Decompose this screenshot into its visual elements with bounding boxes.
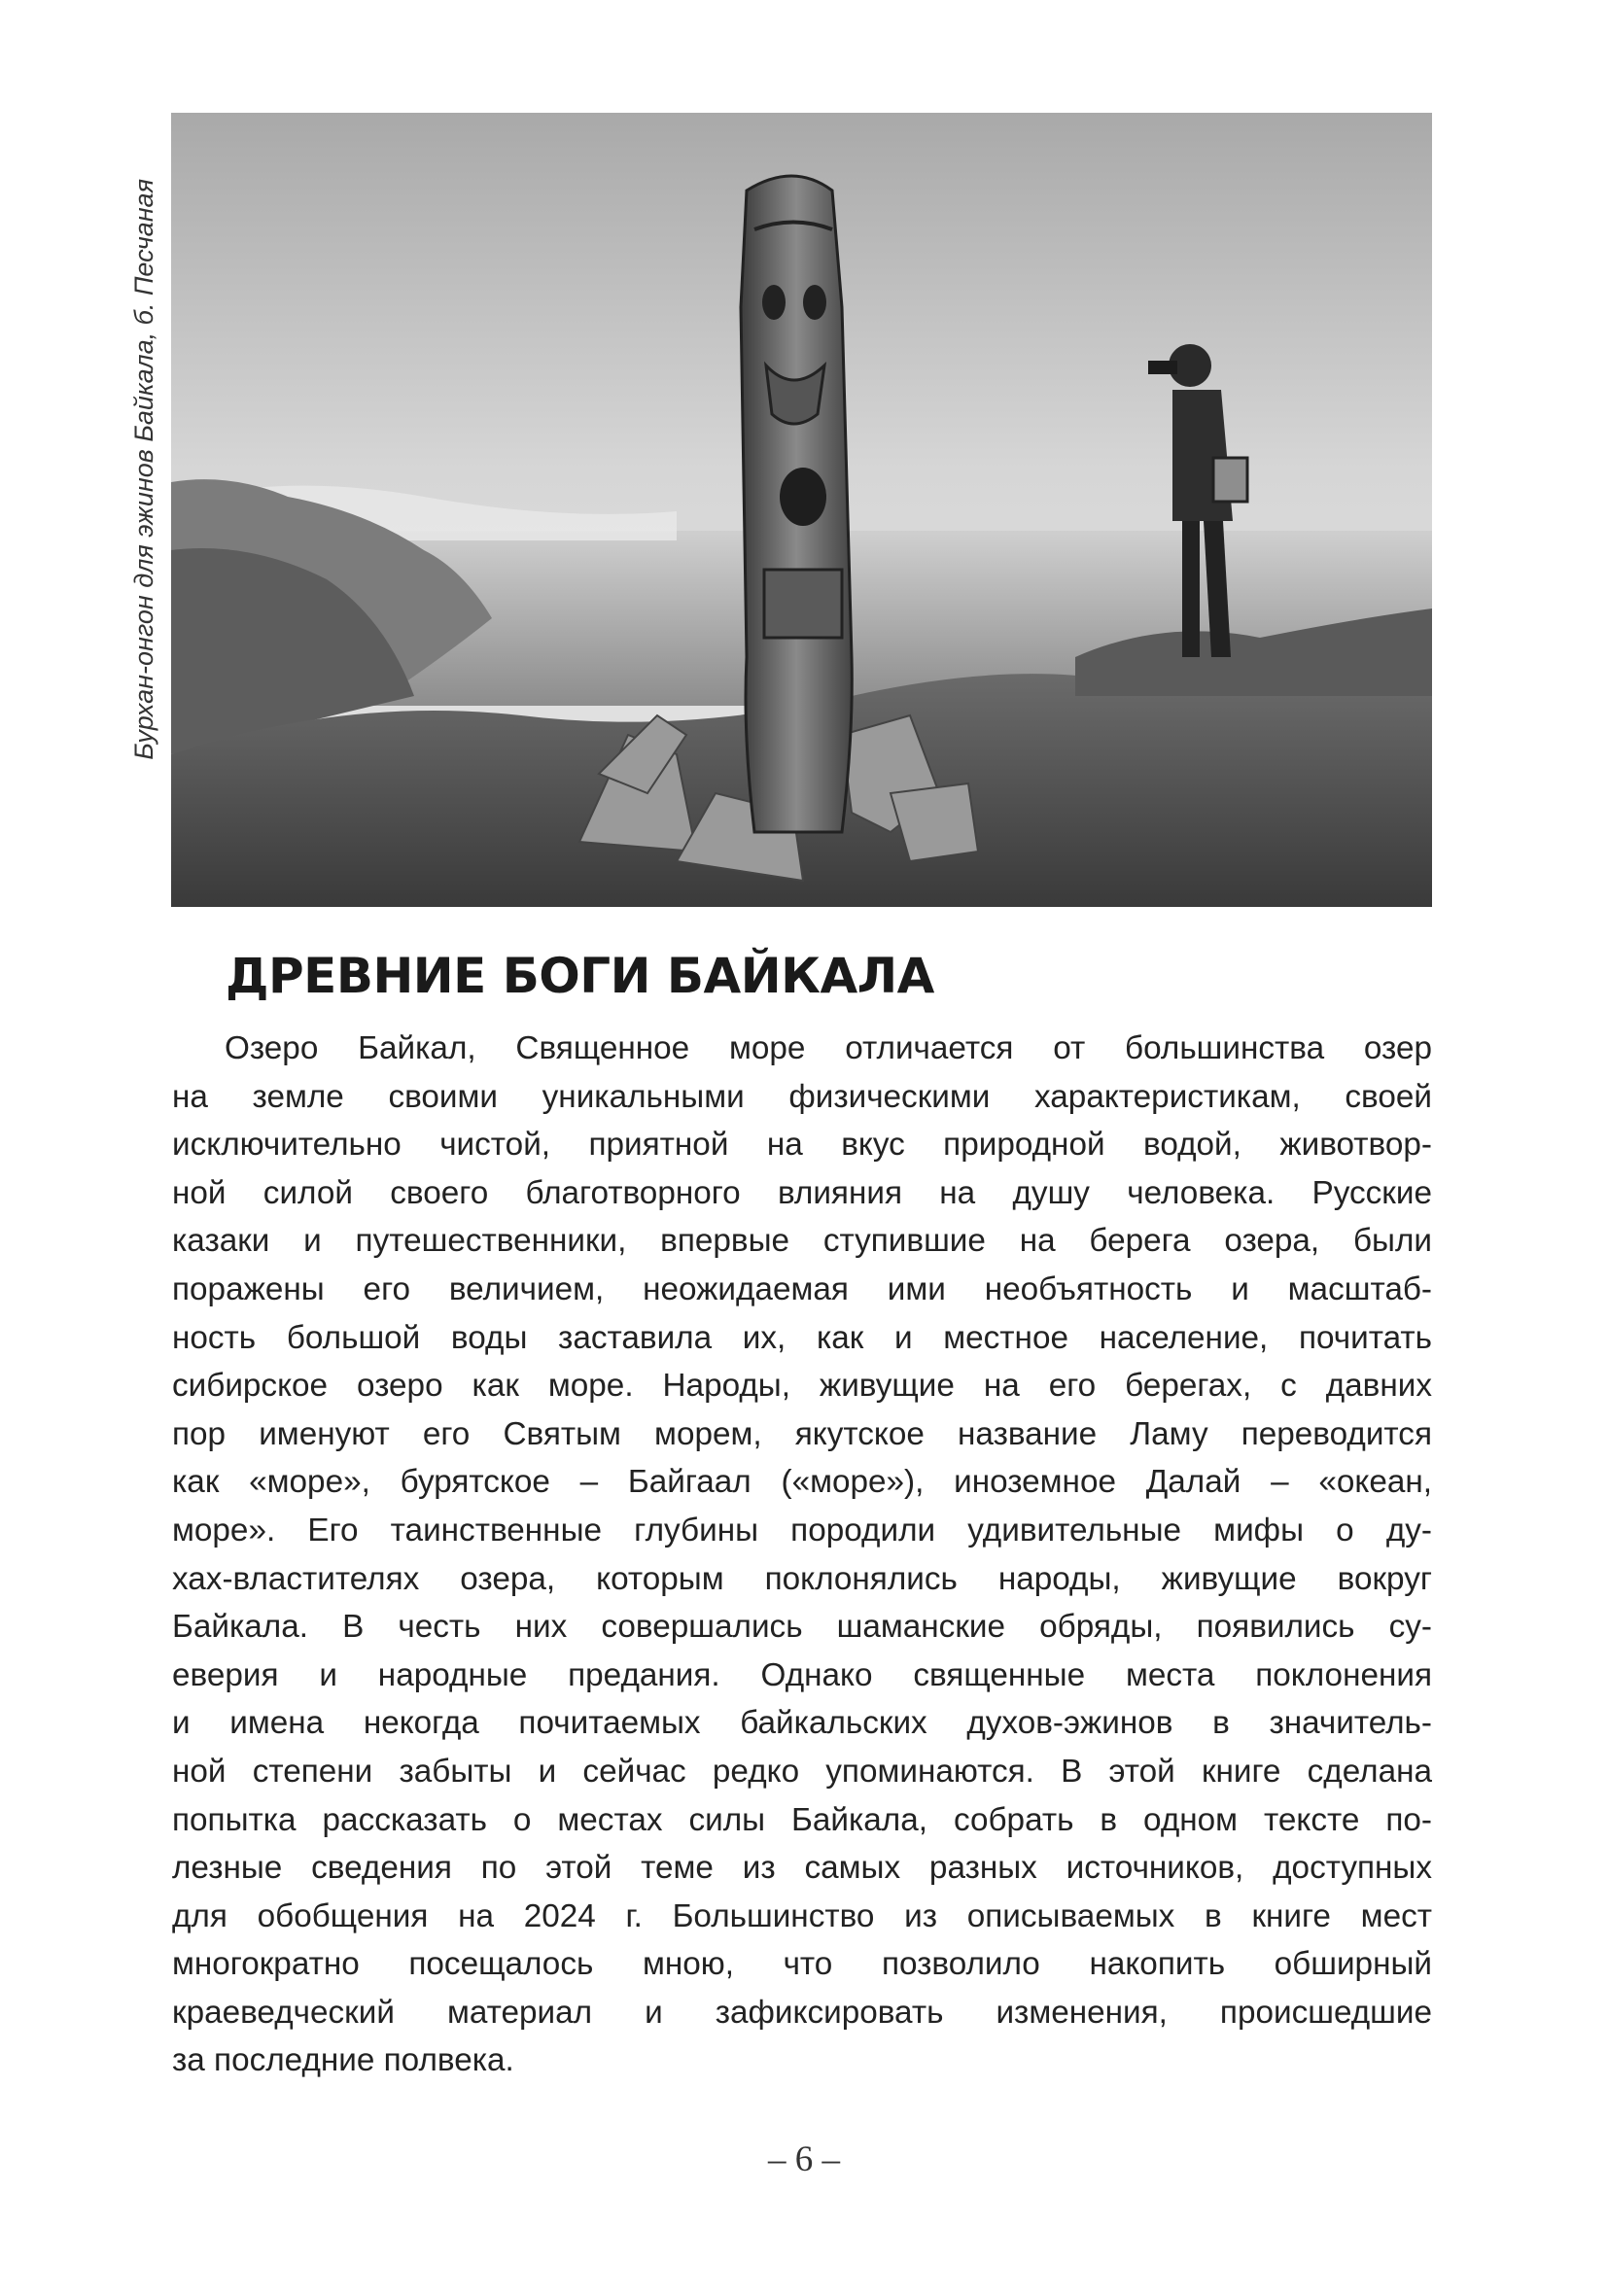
page-number: – 6 – bbox=[768, 2139, 840, 2179]
article-body bbox=[172, 1025, 1432, 2085]
body-line: хах-властителях озера, которым поклонялись народы, живущие вокруг bbox=[172, 1560, 1432, 1597]
article-title: ДРЕВНИЕ БОГИ БАЙКАЛА bbox=[226, 948, 934, 1004]
body-line: Байкала. В честь них совершались шаманские обряды, появились су- bbox=[172, 1609, 1432, 1646]
body-line: за последние полвека. bbox=[172, 2042, 514, 2079]
body-line: и имена некогда почитаемых байкальских духов-эжинов в значитель- bbox=[172, 1705, 1432, 1742]
body-line: море». Его таинственные глубины породили удивительные мифы о ду- bbox=[172, 1512, 1432, 1548]
body-line: ной силой своего благотворного влияния на душу человека. Русские bbox=[172, 1174, 1432, 1211]
body-line: для обобщения на 2024 г. Большинство из описываемых в книге мест bbox=[172, 1897, 1432, 1934]
body-line: еверия и народные предания. Однако священные места поклонения bbox=[172, 1656, 1432, 1693]
body-line: попытка рассказать о местах силы Байкала, собрать в одном тексте по- bbox=[172, 1801, 1432, 1838]
body-line: краеведческий материал и зафиксировать изменения, происшедшие bbox=[172, 1994, 1432, 2031]
body-line: пор именуют его Святым морем, якутское название Ламу переводится bbox=[172, 1415, 1432, 1452]
body-line: исключительно чистой, приятной на вкус природной водой, животвор- bbox=[172, 1127, 1432, 1164]
photo-illustration bbox=[171, 113, 1432, 907]
photo-caption: Бурхан-онгон для эжинов Байкала, б. Песчаная bbox=[129, 179, 158, 760]
body-line: на земле своими уникальными физическими характеристикам, своей bbox=[172, 1078, 1432, 1115]
body-line: сибирское озеро как море. Народы, живущие на его берегах, с давних bbox=[172, 1368, 1432, 1405]
body-line: лезные сведения по этой теме из самых разных источников, доступных bbox=[172, 1850, 1432, 1887]
wooden-idol bbox=[741, 176, 852, 832]
photo-burkhan-ongon bbox=[171, 113, 1432, 907]
body-line: многократно посещалось мною, что позволило накопить обширный bbox=[172, 1946, 1432, 1983]
body-line: Озеро Байкал, Священное море отличается от большинства озер bbox=[225, 1030, 1432, 1066]
body-line: как «море», бурятское – Байгаал («море»), иноземное Далай – «океан, bbox=[172, 1464, 1432, 1501]
body-line: ность большой воды заставила их, как и местное население, почитать bbox=[172, 1319, 1432, 1356]
body-line: казаки и путешественники, впервые ступившие на берега озера, были bbox=[172, 1223, 1432, 1260]
body-line: ной степени забыты и сейчас редко упоминаются. В этой книге сделана bbox=[172, 1753, 1432, 1790]
body-line: поражены его величием, неожидаемая ими необъятность и масштаб- bbox=[172, 1270, 1432, 1307]
